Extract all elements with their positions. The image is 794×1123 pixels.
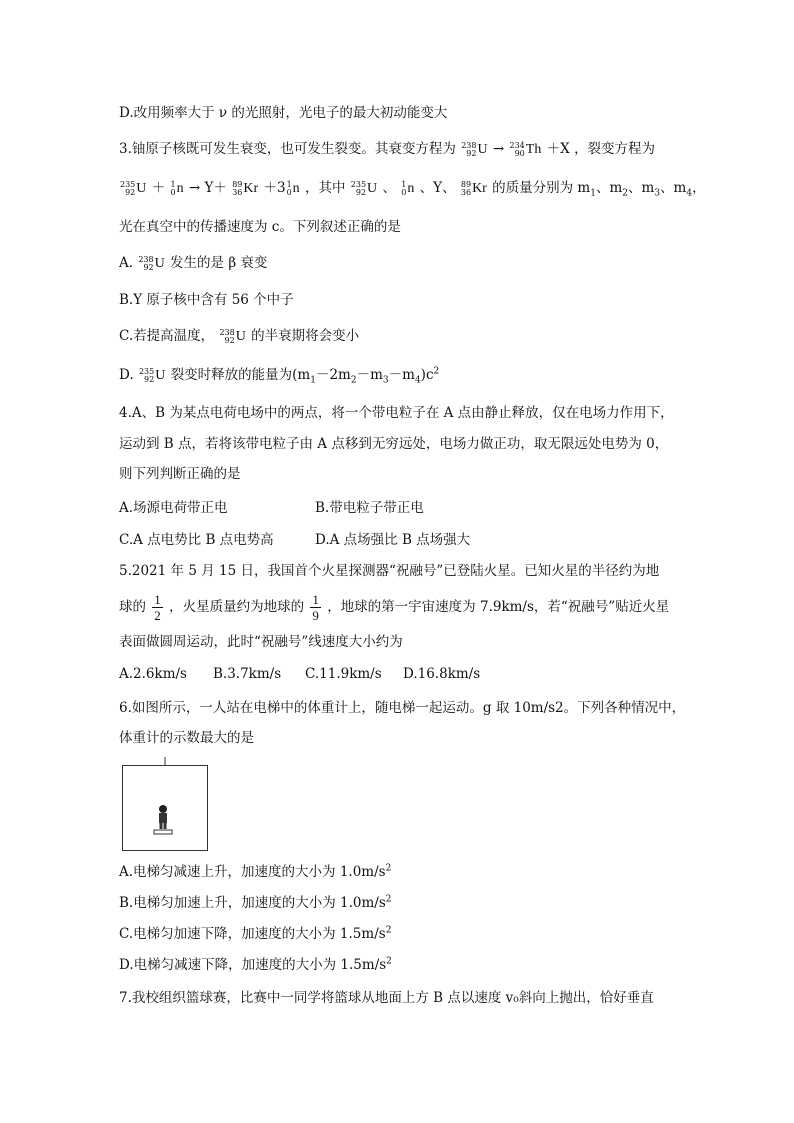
q4-option-b: B.带电粒子带正电 xyxy=(315,500,424,516)
q5-stem-line1: 5.2021 年 5 月 15 日，我国首个火星探测器“祝融号”已登陆火星。已知火星的半径约为地 xyxy=(119,563,660,579)
q6-stem-line2: 体重计的示数最大的是 xyxy=(119,730,254,746)
q3-option-d: D. 235 92 U 裂变时释放的能量为$(m_1-2m_2-m_3-m_4)c^2$ xyxy=(119,366,440,386)
person-icon xyxy=(159,805,167,829)
elevator-figure xyxy=(122,757,208,851)
nuclide-kr89: 89 36 Kr xyxy=(232,179,259,197)
q5-option-c: C.11.9km/s xyxy=(305,666,382,682)
q6-option-a: A.电梯匀减速上升，加速度的大小为 $1.0m/s^2$ xyxy=(119,863,392,880)
q3-option-a: A. 238 92 U 发生的是 β 衰变 xyxy=(119,254,268,272)
q2-option-d: D.改用频率大于 ν 的光照射，光电子的最大初动能变大 xyxy=(119,105,448,121)
q5-option-b: B.3.7km/s xyxy=(213,666,282,682)
q4-stem-line1: 4.A、B 为某点电荷电场中的两点，将一个带电粒子在 A 点由静止释放，仅在电场力作用下， xyxy=(119,405,674,421)
q4-stem-line3: 则下列判断正确的是 xyxy=(119,466,241,482)
elevator-diagram xyxy=(122,757,208,851)
q3-stem-line1: 3.铀原子核既可发生衰变，也可发生裂变。其衰变方程为 238 92 U → 234 90 Th ＋X ，裂变方程为 xyxy=(119,140,656,158)
nuclide-th234: 234 90 Th xyxy=(509,140,542,158)
q3-option-c: C.若提高温度， 238 92 U 的半衰期将会变小 xyxy=(119,327,360,345)
q5-stem-line2: 球的 $\frac{1}{2}$ ，火星质量约为地球的 $\frac{1}{9}$ ，地球的第一宇宙速度为 7.9km/s，若“祝融号”贴近火星 xyxy=(119,592,670,623)
scale-icon xyxy=(154,830,172,834)
q3-stem-line3: 光在真空中的传播速度为 c。下列叙述正确的是 xyxy=(119,219,401,235)
q4-option-a: A.场源电荷带正电 xyxy=(119,500,228,516)
q7-stem-line1: 7.我校组织篮球赛，比赛中一同学将篮球从地面上方 B 点以速度 v₀斜向上抛出，恰好垂直 xyxy=(119,990,654,1006)
nuclide-u238: 238 92 U xyxy=(461,140,488,158)
nuclide-neutron: 1 0 n xyxy=(170,179,184,197)
q5-stem-line3: 表面做圆周运动，此时“祝融号”线速度大小约为 xyxy=(119,634,403,650)
q4-stem-line2: 运动到 B 点，若将该带电粒子由 A 点移到无穷远处，电场力做正功，取无限远处电势为 0， xyxy=(119,436,669,452)
q3-option-b: B.Y 原子核中含有 56 个中子 xyxy=(119,292,294,308)
q4-option-d: D.A 点场强比 B 点场强大 xyxy=(315,532,471,548)
q4-option-c: C.A 点电势比 B 点电势高 xyxy=(119,532,274,548)
q3-stem-line2: 235 92 U ＋ 1 0 n → Y＋ 89 36 Kr ＋3 1 0 n ，其中 235 92 U 、 1 0 n 、Y、 89 36 Kr 的质量分别为 $m_1$、$m_2$、$m_3$、$m_4$， xyxy=(120,179,706,199)
fraction-one-half: $\frac{1}{2}$ xyxy=(154,592,161,623)
q6-option-c: C.电梯匀加速下降，加速度的大小为 $1.5m/s^2$ xyxy=(119,925,392,942)
q6-stem-line1: 6.如图所示，一人站在电梯中的体重计上，随电梯一起运动。g 取 10m/s2。下列各种情况中， xyxy=(119,700,686,716)
q6-option-d: D.电梯匀减速下降，加速度的大小为 $1.5m/s^2$ xyxy=(119,956,392,973)
q6-option-b: B.电梯匀加速上升，加速度的大小为 $1.0m/s^2$ xyxy=(119,894,392,911)
nuclide-u235: 235 92 U xyxy=(120,179,147,197)
fraction-one-ninth: $\frac{1}{9}$ xyxy=(312,592,319,623)
q5-option-d: D.16.8km/s xyxy=(403,666,481,682)
q5-option-a: A.2.6km/s xyxy=(119,666,187,682)
